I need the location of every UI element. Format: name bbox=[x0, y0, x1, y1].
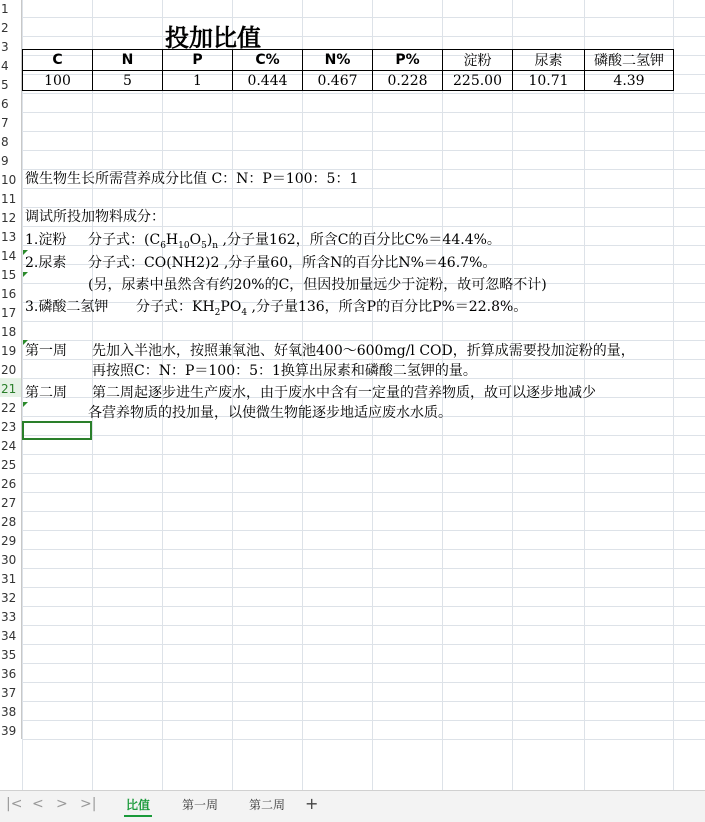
grid-line bbox=[22, 188, 705, 189]
grid-line bbox=[22, 682, 705, 683]
row-header[interactable]: 12 bbox=[0, 207, 22, 226]
starch-formula-cell[interactable] bbox=[88, 229, 501, 251]
tab-week1[interactable]: 第一周 bbox=[182, 798, 219, 812]
grid-line bbox=[22, 549, 705, 550]
subscript: 2 bbox=[214, 307, 221, 318]
row-header[interactable]: 20 bbox=[0, 359, 22, 378]
cell-comment-marker bbox=[23, 250, 28, 255]
text-fragment: ,分子量162，所含C的百分比C%＝44.4%。 bbox=[218, 232, 501, 248]
kh2po4-formula-cell[interactable] bbox=[136, 296, 527, 318]
row-header[interactable]: 30 bbox=[0, 549, 22, 568]
row-header[interactable]: 35 bbox=[0, 644, 22, 663]
row-header[interactable]: 32 bbox=[0, 587, 22, 606]
row-header[interactable]: 31 bbox=[0, 568, 22, 587]
text-fragment: 分子式：KH bbox=[136, 299, 215, 315]
grid-line bbox=[22, 511, 705, 512]
row-header[interactable]: 37 bbox=[0, 682, 22, 701]
row-header[interactable]: 34 bbox=[0, 625, 22, 644]
value-cell[interactable]: 5 bbox=[93, 71, 163, 91]
grid-line bbox=[22, 0, 23, 790]
tab-ratio[interactable]: 比值 bbox=[126, 798, 151, 812]
urea-formula-cell[interactable]: 分子式：CO(NH2)2 ,分子量60，所含N的百分比N%＝46.7%。 bbox=[88, 255, 497, 271]
row-header[interactable]: 36 bbox=[0, 663, 22, 682]
row-header[interactable]: 24 bbox=[0, 435, 22, 454]
grid-line bbox=[22, 625, 705, 626]
urea-note-cell[interactable]: (另，尿素中虽然含有约20%的C，但因投加量远少于淀粉，故可忽略不计) bbox=[88, 277, 547, 293]
sheet-title: 投加比值 bbox=[165, 24, 261, 52]
grid-line bbox=[22, 720, 705, 721]
text-fragment: H bbox=[165, 232, 179, 248]
row-header[interactable]: 14 bbox=[0, 245, 22, 264]
subscript: 4 bbox=[241, 307, 248, 318]
ratio-table-value-row bbox=[23, 71, 674, 91]
grid-line bbox=[22, 568, 705, 569]
grid-line bbox=[22, 17, 705, 18]
row-header[interactable]: 27 bbox=[0, 492, 22, 511]
grid-line bbox=[22, 644, 705, 645]
grid-line bbox=[22, 530, 705, 531]
grid-line bbox=[22, 435, 705, 436]
grid-line bbox=[22, 701, 705, 702]
subscript: 6 bbox=[160, 240, 166, 251]
value-cell[interactable]: 0.467 bbox=[303, 71, 373, 91]
week2-label-cell[interactable]: 第二周 bbox=[25, 385, 67, 401]
grid-line bbox=[22, 587, 705, 588]
week1-text-cell-2[interactable]: 再按照C：N：P＝100：5：1换算出尿素和磷酸二氢钾的量。 bbox=[92, 363, 477, 379]
row-header[interactable]: 18 bbox=[0, 321, 22, 340]
value-cell[interactable]: 10.71 bbox=[513, 71, 585, 91]
week2-text-cell[interactable]: 第二周起逐步进生产废水，由于废水中含有一定量的营养物质，故可以逐步地减少 bbox=[92, 385, 596, 401]
value-cell[interactable]: 0.444 bbox=[233, 71, 303, 91]
row-header[interactable]: 4 bbox=[0, 55, 22, 74]
week1-label-cell[interactable]: 第一周 bbox=[25, 343, 67, 359]
text-fragment: 分子式：(C bbox=[88, 232, 161, 248]
text-fragment: PO bbox=[220, 299, 242, 315]
header-cell[interactable]: N bbox=[93, 50, 163, 71]
row-header[interactable]: 26 bbox=[0, 473, 22, 492]
row-header[interactable]: 13 bbox=[0, 226, 22, 245]
week1-text-cell[interactable]: 先加入半池水，按照兼氧池、好氧池400～600mg/l COD，折算成需要投加淀粉的量， bbox=[92, 343, 635, 359]
prev-sheet-nav-icon[interactable]: < bbox=[32, 796, 44, 812]
header-cell[interactable]: 磷酸二氢钾 bbox=[585, 50, 674, 71]
cell-comment-marker bbox=[23, 402, 28, 407]
grid-line bbox=[22, 36, 705, 37]
header-cell[interactable]: N% bbox=[303, 50, 373, 71]
row-header[interactable]: 6 bbox=[0, 93, 22, 112]
grid-line bbox=[22, 226, 705, 227]
kh2po4-label-cell[interactable]: 3.磷酸二氢钾 bbox=[25, 299, 109, 315]
header-cell[interactable]: 尿素 bbox=[513, 50, 585, 71]
row-header[interactable]: 3 bbox=[0, 36, 22, 55]
grid-line bbox=[22, 739, 705, 740]
first-sheet-nav-icon[interactable]: |< bbox=[6, 796, 23, 812]
value-cell[interactable]: 225.00 bbox=[443, 71, 513, 91]
add-sheet-icon[interactable]: + bbox=[305, 794, 319, 813]
urea-label-cell[interactable]: 2.尿素 bbox=[25, 255, 67, 271]
cell-comment-marker bbox=[23, 272, 28, 277]
value-cell[interactable]: 100 bbox=[23, 71, 93, 91]
grid-line bbox=[22, 606, 705, 607]
row-header[interactable]: 17 bbox=[0, 302, 22, 321]
row-header[interactable]: 28 bbox=[0, 511, 22, 530]
active-cell-cursor[interactable] bbox=[22, 421, 92, 440]
grid-line bbox=[22, 93, 705, 94]
text-fragment: O bbox=[189, 232, 202, 248]
grid-line bbox=[22, 112, 705, 113]
grid-line bbox=[22, 663, 705, 664]
header-cell[interactable]: 淀粉 bbox=[443, 50, 513, 71]
row-header[interactable]: 8 bbox=[0, 131, 22, 150]
sheet-tab-bar bbox=[0, 790, 705, 822]
ratio-note-cell[interactable]: 微生物生长所需营养成分比值 C：N：P＝100：5：1 bbox=[25, 171, 359, 187]
row-header[interactable]: 29 bbox=[0, 530, 22, 549]
row-header[interactable]: 39 bbox=[0, 720, 22, 739]
subscript: 10 bbox=[178, 240, 190, 251]
row-header[interactable]: 5 bbox=[0, 74, 22, 93]
last-sheet-nav-icon[interactable]: >| bbox=[80, 796, 97, 812]
row-header[interactable]: 19 bbox=[0, 340, 22, 359]
cell-comment-marker bbox=[23, 340, 28, 345]
row-header[interactable]: 15 bbox=[0, 264, 22, 283]
grid-line bbox=[22, 473, 705, 474]
row-header[interactable]: 7 bbox=[0, 112, 22, 131]
grid-line bbox=[22, 150, 705, 151]
row-header[interactable]: 9 bbox=[0, 150, 22, 169]
grid-line bbox=[22, 131, 705, 132]
header-cell[interactable]: C bbox=[23, 50, 93, 71]
text-fragment: ,分子量136，所含P的百分比P%＝22.8%。 bbox=[247, 299, 528, 315]
grid-line bbox=[673, 0, 674, 790]
materials-heading-cell[interactable]: 调试所投加物料成分： bbox=[25, 209, 165, 225]
grid-line bbox=[22, 321, 705, 322]
text-fragment: ) bbox=[206, 232, 213, 248]
value-cell[interactable]: 0.228 bbox=[373, 71, 443, 91]
header-cell[interactable]: C% bbox=[233, 50, 303, 71]
row-header[interactable]: 10 bbox=[0, 169, 22, 188]
row-header[interactable]: 22 bbox=[0, 397, 22, 416]
grid-line bbox=[22, 492, 705, 493]
row-header[interactable]: 1 bbox=[0, 0, 22, 17]
row-header[interactable]: 23 bbox=[0, 416, 22, 435]
tab-week2[interactable]: 第二周 bbox=[249, 798, 286, 812]
starch-label-cell[interactable]: 1.淀粉 bbox=[25, 232, 67, 248]
subscript: n bbox=[212, 240, 219, 251]
ratio-table bbox=[22, 49, 674, 91]
value-cell[interactable]: 1 bbox=[163, 71, 233, 91]
row-header[interactable]: 16 bbox=[0, 283, 22, 302]
header-cell[interactable]: P% bbox=[373, 50, 443, 71]
row-header[interactable]: 25 bbox=[0, 454, 22, 473]
value-cell[interactable]: 4.39 bbox=[585, 71, 674, 91]
week2-text-cell-2[interactable]: 各营养物质的投加量，以使微生物能逐步地适应废水水质。 bbox=[88, 405, 452, 421]
grid-line bbox=[22, 454, 705, 455]
row-header[interactable]: 11 bbox=[0, 188, 22, 207]
row-header[interactable]: 33 bbox=[0, 606, 22, 625]
next-sheet-nav-icon[interactable]: > bbox=[56, 796, 68, 812]
row-header[interactable]: 38 bbox=[0, 701, 22, 720]
ratio-table-header-row bbox=[23, 50, 674, 71]
row-header[interactable]: 2 bbox=[0, 17, 22, 36]
header-cell[interactable]: P bbox=[163, 50, 233, 71]
subscript: 5 bbox=[201, 240, 207, 251]
row-header[interactable]: 21 bbox=[0, 378, 22, 397]
